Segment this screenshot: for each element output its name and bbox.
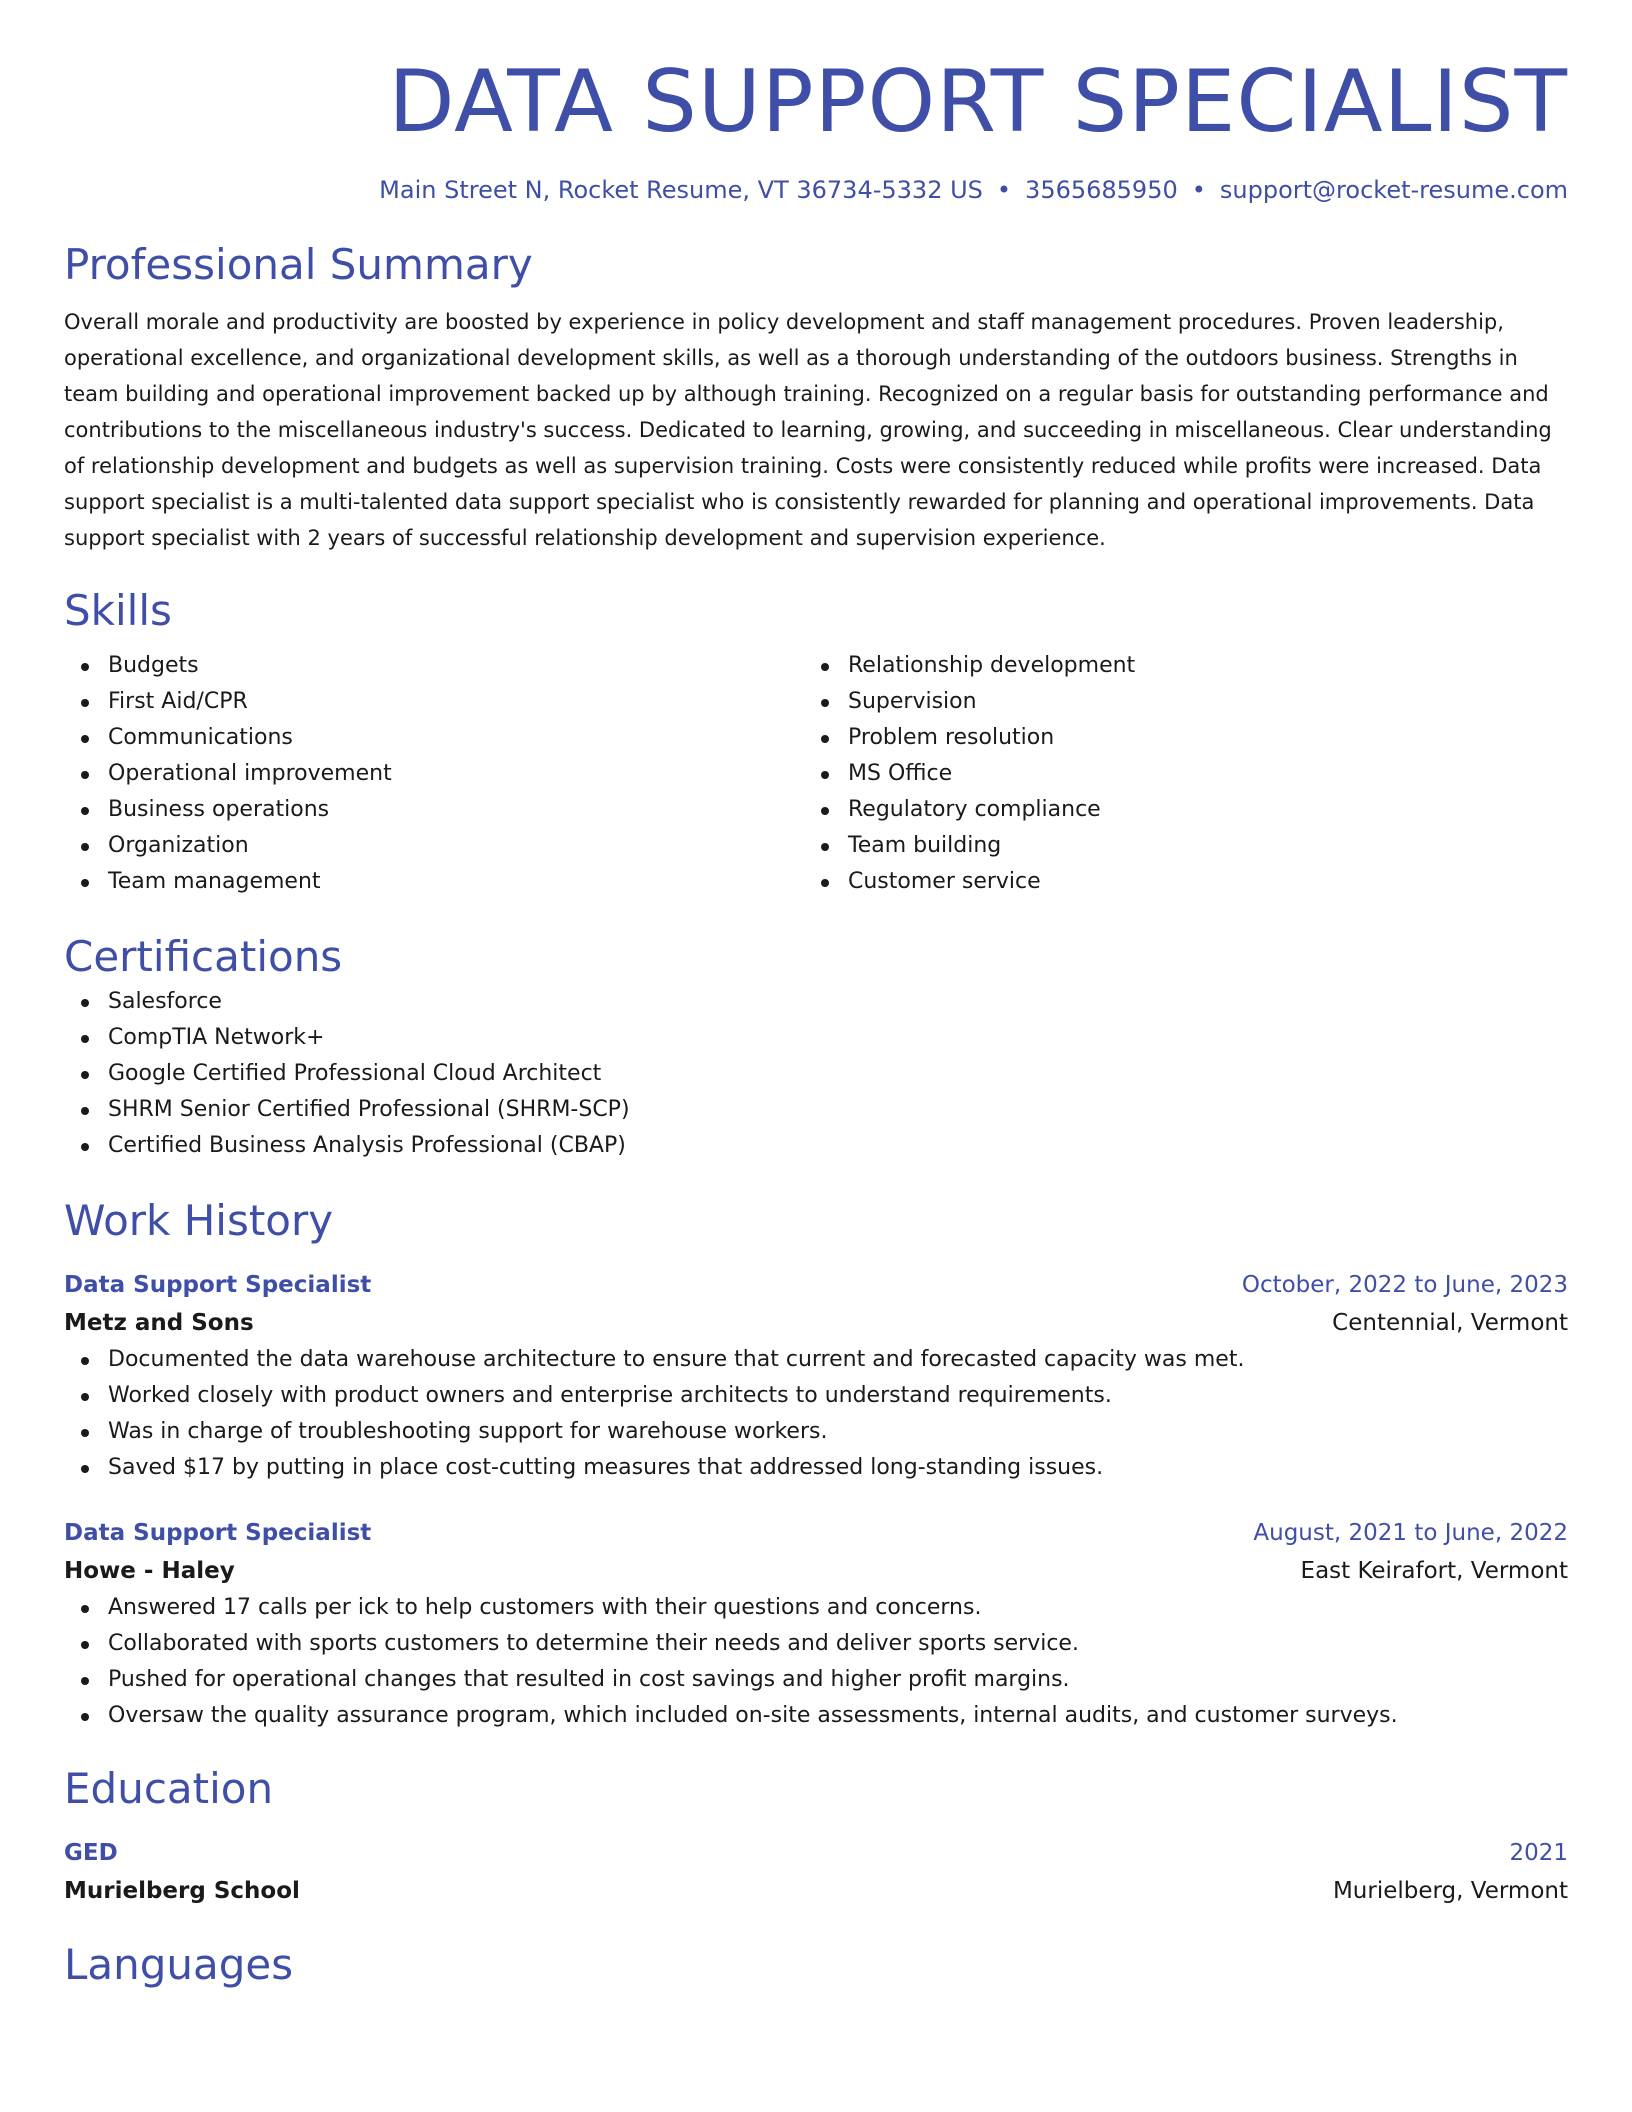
job-entry: [64, 1514, 1568, 1734]
job-location: Centennial, Vermont: [1332, 1310, 1568, 1336]
skill-item: MS Office: [804, 756, 1544, 792]
certification-item: CompTIA Network+: [64, 1020, 1568, 1056]
job-dates: October, 2022 to June, 2023: [1241, 1272, 1568, 1298]
contact-line: [64, 174, 1568, 206]
job-company-row: [64, 1304, 1568, 1342]
certifications-list: [64, 984, 1568, 1164]
skill-item: Communications: [64, 720, 804, 756]
skill-item: Team building: [804, 828, 1544, 864]
skills-section: [64, 584, 1568, 900]
skills-list-left: [64, 648, 804, 900]
job-company: Howe - Haley: [64, 1558, 235, 1584]
skill-item: Business operations: [64, 792, 804, 828]
job-bullet: Worked closely with product owners and enterprise architects to understand requirements.: [64, 1378, 1568, 1414]
skill-item: First Aid/CPR: [64, 684, 804, 720]
skills-list-right: [804, 648, 1544, 900]
summary-section: [64, 238, 1568, 556]
job-bullet: Saved $17 by putting in place cost-cutting measures that addressed long-standing issues.: [64, 1450, 1568, 1486]
job-bullet: Oversaw the quality assurance program, which included on-site assessments, internal audits, and customer surveys.: [64, 1698, 1568, 1734]
certification-item: SHRM Senior Certified Professional (SHRM-SCP): [64, 1092, 1568, 1128]
skills-column-left: [64, 648, 804, 900]
education-degree: GED: [64, 1840, 118, 1866]
skill-item: Team management: [64, 864, 804, 900]
skill-item: Customer service: [804, 864, 1544, 900]
certification-item: Certified Business Analysis Professional (CBAP): [64, 1128, 1568, 1164]
resume-header: [64, 0, 1568, 206]
job-responsibilities: [64, 1342, 1568, 1486]
skill-item: Budgets: [64, 648, 804, 684]
summary-text: Overall morale and productivity are boosted by experience in policy development and staff management procedures. Proven leadership, operational excellence, and organizational development skills, as well as a thorough understanding of the outdoors business. Strengths in team building and operational improvement backed up by although training. Recognized on a regular basis for outstanding performance and contributions to the miscellaneous industry's success. Dedicated to learning, growing, and succeeding in miscellaneous. Clear understanding of relationship development and budgets as well as supervision training. Costs were consistently reduced while profits were increased. Data support specialist is a multi-talented data support specialist who is consistently rewarded for planning and operational improvements. Data support specialist with 2 years of successful relationship development and supervision experience.: [64, 310, 1552, 550]
education-degree-row: [64, 1834, 1568, 1872]
languages-heading: Languages: [64, 1940, 294, 1989]
work-history-heading: Work History: [64, 1196, 334, 1245]
job-company-row: [64, 1552, 1568, 1590]
job-bullet: Collaborated with sports customers to determine their needs and deliver sports service.: [64, 1626, 1568, 1662]
job-dates: August, 2021 to June, 2022: [1253, 1520, 1568, 1546]
job-bullet: Documented the data warehouse architecture to ensure that current and forecasted capacity was met.: [64, 1342, 1568, 1378]
certifications-section: [64, 930, 1568, 1164]
contact-separator: •: [1191, 176, 1206, 204]
certification-item: Google Certified Professional Cloud Architect: [64, 1056, 1568, 1092]
job-title-row: [64, 1514, 1568, 1552]
skill-item: Organization: [64, 828, 804, 864]
job-location: East Keirafort, Vermont: [1300, 1558, 1568, 1584]
skills-column-right: [804, 648, 1544, 900]
education-school-row: [64, 1872, 1568, 1910]
skill-item: Supervision: [804, 684, 1544, 720]
work-history-section: [64, 1194, 1568, 1734]
job-responsibilities: [64, 1590, 1568, 1734]
education-section: [64, 1762, 1568, 1910]
phone: 3565685950: [1025, 176, 1178, 204]
skill-item: Relationship development: [804, 648, 1544, 684]
job-bullet: Answered 17 calls per ick to help customers with their questions and concerns.: [64, 1590, 1568, 1626]
job-entry: [64, 1266, 1568, 1486]
languages-section: [64, 1938, 1568, 1992]
education-entry: [64, 1834, 1568, 1910]
job-bullet: Was in charge of troubleshooting support for warehouse workers.: [64, 1414, 1568, 1450]
summary-heading: Professional Summary: [64, 240, 533, 289]
education-year: 2021: [1509, 1840, 1568, 1866]
education-location: Murielberg, Vermont: [1332, 1878, 1568, 1904]
skill-item: Operational improvement: [64, 756, 804, 792]
job-title-row: [64, 1266, 1568, 1304]
education-school: Murielberg School: [64, 1878, 300, 1904]
candidate-name: DATA SUPPORT SPECIALIST: [388, 52, 1568, 152]
skills-grid: [64, 648, 1568, 900]
certification-item: Salesforce: [64, 984, 1568, 1020]
address: Main Street N, Rocket Resume, VT 36734-5332 US: [379, 176, 983, 204]
skill-item: Problem resolution: [804, 720, 1544, 756]
certifications-heading: Certifications: [64, 932, 343, 981]
job-title: Data Support Specialist: [64, 1520, 372, 1546]
job-bullet: Pushed for operational changes that resulted in cost savings and higher profit margins.: [64, 1662, 1568, 1698]
job-title: Data Support Specialist: [64, 1272, 372, 1298]
education-heading: Education: [64, 1764, 274, 1813]
skills-heading: Skills: [64, 586, 172, 635]
email: support@rocket-resume.com: [1219, 176, 1568, 204]
skill-item: Regulatory compliance: [804, 792, 1544, 828]
contact-separator: •: [996, 176, 1012, 204]
job-company: Metz and Sons: [64, 1310, 254, 1336]
